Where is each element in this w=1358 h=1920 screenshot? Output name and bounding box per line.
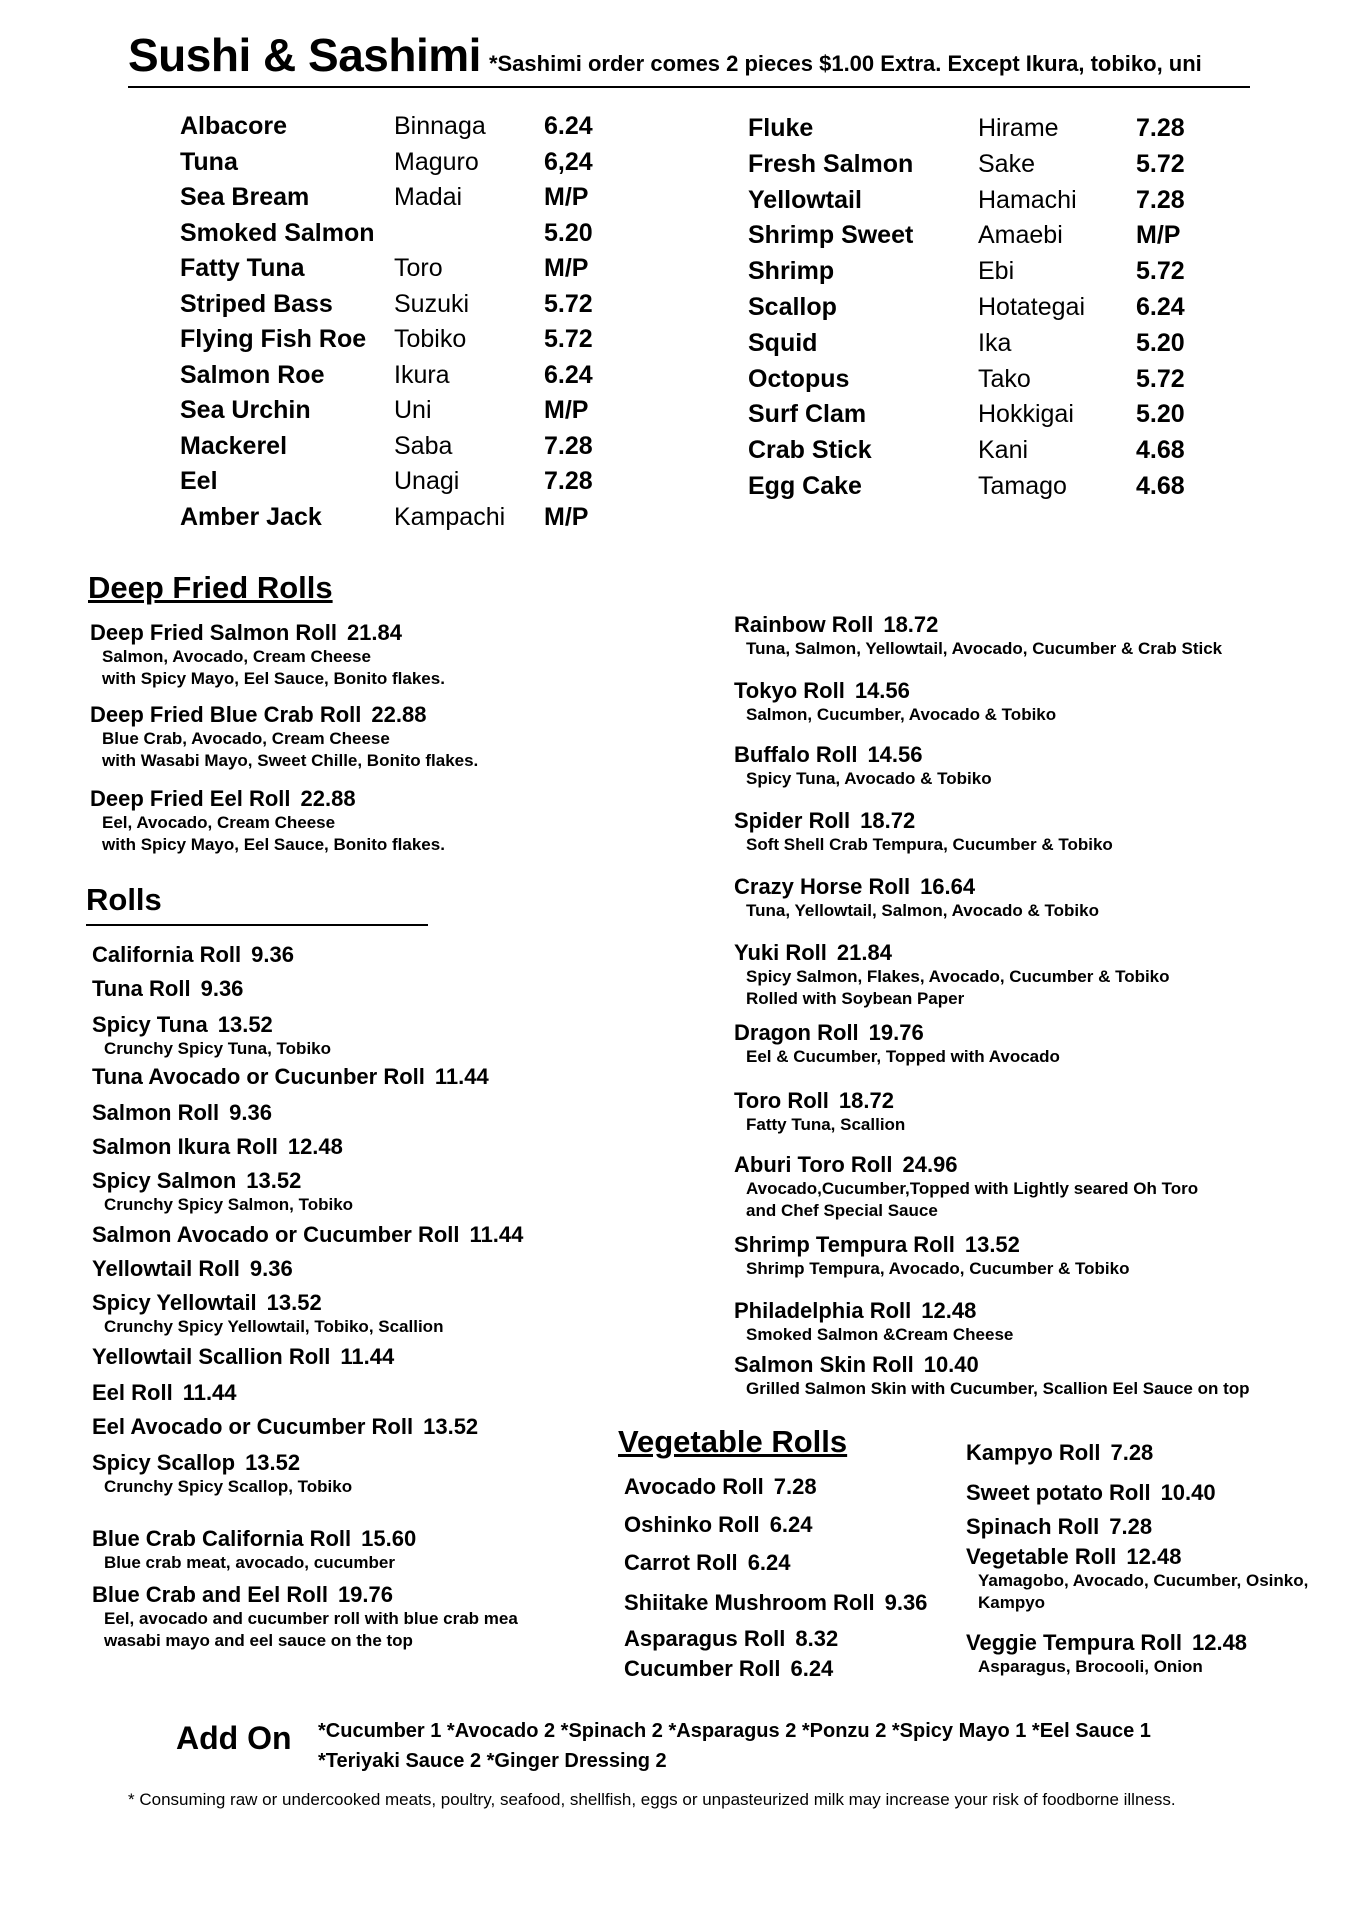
sashimi-price: M/P [544, 254, 589, 282]
item-name: Philadelphia Roll [734, 1298, 912, 1323]
item-name: Deep Fried Eel Roll [90, 786, 291, 811]
sashimi-japanese-name: Kani [978, 436, 1029, 465]
item-name: Crazy Horse Roll [734, 874, 911, 899]
menu-item [966, 1630, 1247, 1678]
sashimi-japanese-name: Unagi [394, 467, 460, 495]
menu-item [734, 1152, 1198, 1222]
item-price: 18.72 [883, 612, 939, 637]
menu-item [734, 678, 1056, 726]
item-price: 6.24 [769, 1512, 813, 1537]
item-name: California Roll [92, 942, 242, 967]
addon-line-1: *Cucumber 1 *Avocado 2 *Spinach 2 *Asparagus 2 *Ponzu 2 *Spicy Mayo 1 *Eel Sauce 1 [318, 1720, 1151, 1742]
menu-item [92, 1344, 394, 1370]
item-description: with Wasabi Mayo, Sweet Chille, Bonito flakes. [102, 751, 479, 770]
menu-title: Sushi & Sashimi [128, 29, 481, 81]
deep-fried-title: Deep Fried Rolls [88, 570, 333, 605]
health-warning: * Consuming raw or undercooked meats, poultry, seafood, shellfish, eggs or unpasteurized milk may increase your risk of foodborne illness. [128, 1790, 1176, 1809]
sashimi-name: Scallop [748, 293, 837, 321]
sashimi-japanese-name: Uni [394, 396, 432, 424]
item-price: 21.84 [836, 940, 892, 965]
item-description: Tuna, Yellowtail, Salmon, Avocado & Tobiko [746, 901, 1099, 920]
item-price: 18.72 [860, 808, 916, 833]
item-price: 13.52 [964, 1232, 1020, 1257]
vegetable-rolls-title: Vegetable Rolls [618, 1424, 848, 1459]
item-name: Spicy Salmon [92, 1168, 237, 1193]
item-name: Aburi Toro Roll [734, 1152, 893, 1177]
item-description: wasabi mayo and eel sauce on the top [104, 1631, 413, 1650]
item-price: 9.36 [249, 1256, 293, 1281]
menu-item [734, 742, 992, 790]
menu-item [734, 940, 1170, 1010]
item-price: 14.56 [854, 678, 910, 703]
item-price: 13.52 [245, 1450, 301, 1475]
item-description: Grilled Salmon Skin with Cucumber, Scallion Eel Sauce on top [746, 1379, 1250, 1398]
sashimi-name: Fluke [748, 114, 814, 142]
sashimi-japanese-name: Kampachi [394, 502, 506, 531]
sashimi-price: 6.24 [544, 112, 593, 140]
item-name: Shrimp Tempura Roll [734, 1232, 955, 1257]
menu-item [92, 1168, 353, 1216]
item-name: Spicy Scallop [92, 1450, 236, 1475]
item-price: 6.24 [790, 1656, 834, 1681]
menu-item [966, 1480, 1216, 1506]
menu-item [734, 1232, 1130, 1280]
sashimi-japanese-name: Hamachi [978, 185, 1077, 214]
sashimi-name: Tuna [180, 147, 238, 176]
item-price: 7.28 [1110, 1440, 1154, 1465]
sashimi-japanese-name: Ebi [978, 257, 1015, 286]
menu-item [966, 1440, 1153, 1466]
sashimi-name: Surf Clam [748, 400, 867, 429]
sashimi-name: Mackerel [180, 431, 288, 460]
item-description: Salmon, Cucumber, Avocado & Tobiko [746, 705, 1057, 724]
menu-item [90, 620, 445, 690]
sashimi-price: M/P [544, 183, 589, 211]
item-description: Eel, avocado and cucumber roll with blue crab mea [104, 1609, 518, 1628]
menu-item [92, 1290, 443, 1338]
item-price: 21.84 [346, 620, 402, 645]
item-price: 6.24 [747, 1550, 791, 1575]
item-description: and Chef Special Sauce [746, 1201, 938, 1220]
item-description: Crunchy Spicy Tuna, Tobiko [104, 1039, 332, 1058]
item-name: Tuna Roll [92, 976, 191, 1001]
item-price: 9.36 [251, 942, 294, 967]
sashimi-name: Egg Cake [748, 472, 862, 500]
menu-item [624, 1590, 927, 1616]
menu-item [92, 1064, 489, 1090]
item-description: with Spicy Mayo, Eel Sauce, Bonito flakes. [102, 669, 445, 688]
item-price: 12.48 [1191, 1630, 1248, 1655]
menu-item [966, 1514, 1152, 1540]
item-name: Salmon Roll [92, 1100, 220, 1125]
item-price: 12.48 [1126, 1544, 1182, 1569]
menu-item [90, 702, 478, 772]
item-price: 11.44 [182, 1380, 237, 1405]
sashimi-note: *Sashimi order comes 2 pieces $1.00 Extra. Except Ikura, tobiko, uni [488, 51, 1202, 76]
sashimi-price: 5.20 [1136, 328, 1185, 357]
sashimi-price: 5.72 [1136, 257, 1185, 286]
sashimi-name: Crab Stick [748, 436, 872, 465]
item-name: Blue Crab California Roll [92, 1526, 352, 1551]
menu-item [92, 1582, 518, 1652]
item-price: 11.44 [340, 1344, 395, 1369]
sashimi-price: 5.72 [1136, 364, 1185, 393]
item-name: Oshinko Roll [624, 1512, 760, 1537]
item-name: Vegetable Roll [966, 1544, 1117, 1569]
menu-item [734, 874, 1099, 922]
sashimi-name: Salmon Roe [180, 360, 325, 389]
menu-item [90, 786, 445, 856]
item-description: Yamagobo, Avocado, Cucumber, Osinko, [978, 1571, 1309, 1590]
menu-item [92, 1414, 478, 1440]
item-description: Shrimp Tempura, Avocado, Cucumber & Tobiko [746, 1259, 1130, 1278]
item-price: 10.40 [923, 1352, 979, 1377]
item-price: 7.28 [773, 1474, 817, 1499]
addon-line-2: *Teriyaki Sauce 2 *Ginger Dressing 2 [318, 1750, 667, 1772]
item-price: 14.56 [867, 742, 923, 767]
item-price: 11.44 [469, 1222, 524, 1247]
item-price: 24.96 [902, 1152, 958, 1177]
sashimi-name: Flying Fish Roe [180, 325, 367, 353]
item-name: Spicy Tuna [92, 1012, 208, 1037]
sashimi-japanese-name: Ika [978, 328, 1012, 357]
item-name: Shiitake Mushroom Roll [624, 1590, 875, 1615]
item-name: Spider Roll [734, 808, 851, 833]
item-description: Fatty Tuna, Scallion [746, 1115, 906, 1134]
item-description: Soft Shell Crab Tempura, Cucumber & Tobiko [746, 835, 1113, 854]
item-name: Tuna Avocado or Cucunber Roll [92, 1064, 425, 1089]
sashimi-price: 5.72 [544, 289, 593, 318]
sashimi-price: 7.28 [1136, 114, 1185, 142]
rolls-divider [86, 924, 428, 926]
item-description: Smoked Salmon &Cream Cheese [746, 1325, 1014, 1344]
item-description: Crunchy Spicy Salmon, Tobiko [104, 1195, 354, 1214]
item-description: Tuna, Salmon, Yellowtail, Avocado, Cucumber & Crab Stick [746, 639, 1223, 658]
item-price: 18.72 [838, 1088, 894, 1113]
menu-item [624, 1474, 817, 1500]
item-name: Avocado Roll [624, 1474, 764, 1499]
sashimi-price: M/P [544, 502, 589, 531]
item-name: Toro Roll [734, 1088, 829, 1113]
sashimi-price: 5.20 [544, 218, 593, 247]
sashimi-name: Albacore [180, 112, 287, 140]
item-name: Buffalo Roll [734, 742, 858, 767]
sashimi-japanese-name: Binnaga [394, 112, 486, 140]
sashimi-japanese-name: Sake [978, 149, 1035, 178]
addon-label: Add On [176, 1720, 292, 1756]
item-name: Blue Crab and Eel Roll [92, 1582, 328, 1607]
menu-item [92, 1222, 523, 1248]
sashimi-japanese-name: Hotategai [978, 293, 1086, 321]
item-name: Asparagus Roll [624, 1626, 786, 1651]
item-description: with Spicy Mayo, Eel Sauce, Bonito flakes. [102, 835, 445, 854]
sashimi-japanese-name: Madai [394, 183, 463, 211]
sashimi-name: Fresh Salmon [748, 149, 914, 178]
item-price: 22.88 [371, 702, 427, 727]
item-description: Blue Crab, Avocado, Cream Cheese [102, 729, 390, 748]
item-name: Cucumber Roll [624, 1656, 781, 1681]
sashimi-name: Sea Urchin [180, 396, 311, 424]
item-name: Deep Fried Salmon Roll [90, 620, 337, 645]
menu-item [734, 1020, 1060, 1068]
item-price: 13.52 [246, 1168, 302, 1193]
sashimi-name: Smoked Salmon [180, 218, 375, 247]
menu-item [92, 1100, 272, 1126]
sashimi-price: M/P [1136, 221, 1181, 250]
sashimi-japanese-name: Maguro [394, 147, 479, 176]
item-price: 19.76 [868, 1020, 924, 1045]
item-price: 7.28 [1109, 1514, 1153, 1539]
menu-item [734, 1088, 905, 1136]
addon-options [318, 1716, 1278, 1776]
menu-item [92, 1526, 416, 1574]
item-name: Spinach Roll [966, 1514, 1100, 1539]
item-name: Yuki Roll [734, 940, 827, 965]
menu-item [92, 1256, 293, 1282]
sashimi-name: Fatty Tuna [180, 254, 305, 282]
item-price: 11.44 [434, 1064, 489, 1089]
menu-item [734, 1298, 1013, 1346]
sashimi-name: Sea Bream [180, 183, 310, 211]
sashimi-japanese-name: Tamago [978, 472, 1067, 500]
sashimi-name: Eel [180, 467, 218, 495]
sashimi-name: Yellowtail [748, 185, 862, 214]
item-name: Salmon Ikura Roll [92, 1134, 278, 1159]
item-description: Salmon, Avocado, Cream Cheese [102, 647, 371, 666]
item-name: Veggie Tempura Roll [966, 1630, 1182, 1655]
item-description: Kampyo [978, 1593, 1046, 1612]
item-description: Eel & Cucumber, Topped with Avocado [746, 1047, 1060, 1066]
item-description: Asparagus, Brocooli, Onion [978, 1657, 1203, 1676]
item-description: Crunchy Spicy Yellowtail, Tobiko, Scallion [104, 1317, 444, 1336]
item-price: 9.36 [200, 976, 244, 1001]
sashimi-japanese-name: Suzuki [394, 289, 470, 318]
menu-item [92, 942, 294, 968]
item-price: 22.88 [300, 786, 356, 811]
menu-item [624, 1512, 813, 1538]
item-name: Carrot Roll [624, 1550, 738, 1575]
item-description: Spicy Tuna, Avocado & Tobiko [746, 769, 992, 788]
menu-item [624, 1626, 838, 1652]
menu-item [734, 808, 1113, 856]
item-description: Eel, Avocado, Cream Cheese [102, 813, 336, 832]
item-price: 12.48 [921, 1298, 977, 1323]
menu-item [92, 1450, 352, 1498]
item-description: Blue crab meat, avocado, cucumber [104, 1553, 395, 1572]
item-price: 13.52 [423, 1414, 479, 1439]
sashimi-japanese-name: Ikura [394, 360, 450, 389]
item-name: Kampyo Roll [966, 1440, 1101, 1465]
sashimi-price: 5.20 [1136, 400, 1185, 429]
item-name: Eel Roll [92, 1380, 173, 1405]
item-name: Tokyo Roll [734, 678, 845, 703]
sashimi-name: Striped Bass [180, 289, 333, 318]
menu-item [734, 1352, 1250, 1400]
item-price: 10.40 [1160, 1480, 1216, 1505]
item-price: 13.52 [217, 1012, 273, 1037]
sashimi-name: Amber Jack [180, 502, 322, 531]
menu-item [624, 1656, 833, 1682]
item-price: 12.48 [287, 1134, 343, 1159]
item-price: 15.60 [361, 1526, 417, 1551]
item-name: Dragon Roll [734, 1020, 859, 1045]
sashimi-name: Shrimp [748, 257, 835, 286]
sashimi-japanese-name: Saba [394, 431, 453, 460]
sashimi-price: 7.28 [544, 467, 593, 495]
sashimi-japanese-name: Hokkigai [978, 400, 1074, 429]
sashimi-price: 7.28 [544, 431, 593, 460]
sashimi-japanese-name: Tako [978, 364, 1031, 393]
sashimi-price: 7.28 [1136, 185, 1185, 214]
sashimi-price: 6,24 [544, 147, 593, 176]
item-name: Sweet potato Roll [966, 1480, 1151, 1505]
sashimi-price: 4.68 [1136, 436, 1185, 465]
item-name: Spicy Yellowtail [92, 1290, 257, 1315]
item-name: Salmon Skin Roll [734, 1352, 914, 1377]
sashimi-japanese-name: Tobiko [394, 325, 467, 353]
sashimi-price: 5.72 [1136, 149, 1185, 178]
menu-header [128, 28, 1250, 88]
item-name: Eel Avocado or Cucumber Roll [92, 1414, 414, 1439]
item-description: Spicy Salmon, Flakes, Avocado, Cucumber & Tobiko [746, 967, 1170, 986]
menu-item [624, 1550, 791, 1576]
item-name: Deep Fried Blue Crab Roll [90, 702, 362, 727]
menu-item [92, 1012, 331, 1060]
sashimi-japanese-name: Toro [394, 254, 443, 282]
item-description: Crunchy Spicy Scallop, Tobiko [104, 1477, 353, 1496]
sashimi-price: 6.24 [1136, 293, 1185, 321]
rolls-title: Rolls [86, 882, 162, 917]
item-price: 19.76 [337, 1582, 393, 1607]
item-price: 8.32 [795, 1626, 839, 1651]
item-name: Yellowtail Scallion Roll [92, 1344, 331, 1369]
sashimi-japanese-name: Amaebi [978, 221, 1063, 250]
item-name: Salmon Avocado or Cucumber Roll [92, 1222, 460, 1247]
menu-item [92, 1134, 343, 1160]
item-price: 9.36 [884, 1590, 928, 1615]
sashimi-name: Shrimp Sweet [748, 221, 914, 250]
sashimi-name: Octopus [748, 364, 850, 393]
item-price: 13.52 [266, 1290, 322, 1315]
menu-item [92, 1380, 237, 1406]
item-price: 9.36 [229, 1100, 272, 1125]
menu-item [966, 1544, 1308, 1614]
item-name: Yellowtail Roll [92, 1256, 240, 1281]
menu-item [92, 976, 243, 1002]
sashimi-price: 5.72 [544, 325, 593, 353]
item-description: Rolled with Soybean Paper [746, 989, 965, 1008]
item-price: 16.64 [920, 874, 976, 899]
sashimi-name: Squid [748, 328, 818, 357]
item-name: Rainbow Roll [734, 612, 874, 637]
item-description: Avocado,Cucumber,Topped with Lightly seared Oh Toro [746, 1179, 1199, 1198]
sashimi-price: 6.24 [544, 360, 593, 389]
sashimi-price: M/P [544, 396, 589, 424]
sashimi-price: 4.68 [1136, 472, 1185, 500]
menu-item [734, 612, 1222, 660]
sashimi-japanese-name: Hirame [978, 114, 1059, 142]
